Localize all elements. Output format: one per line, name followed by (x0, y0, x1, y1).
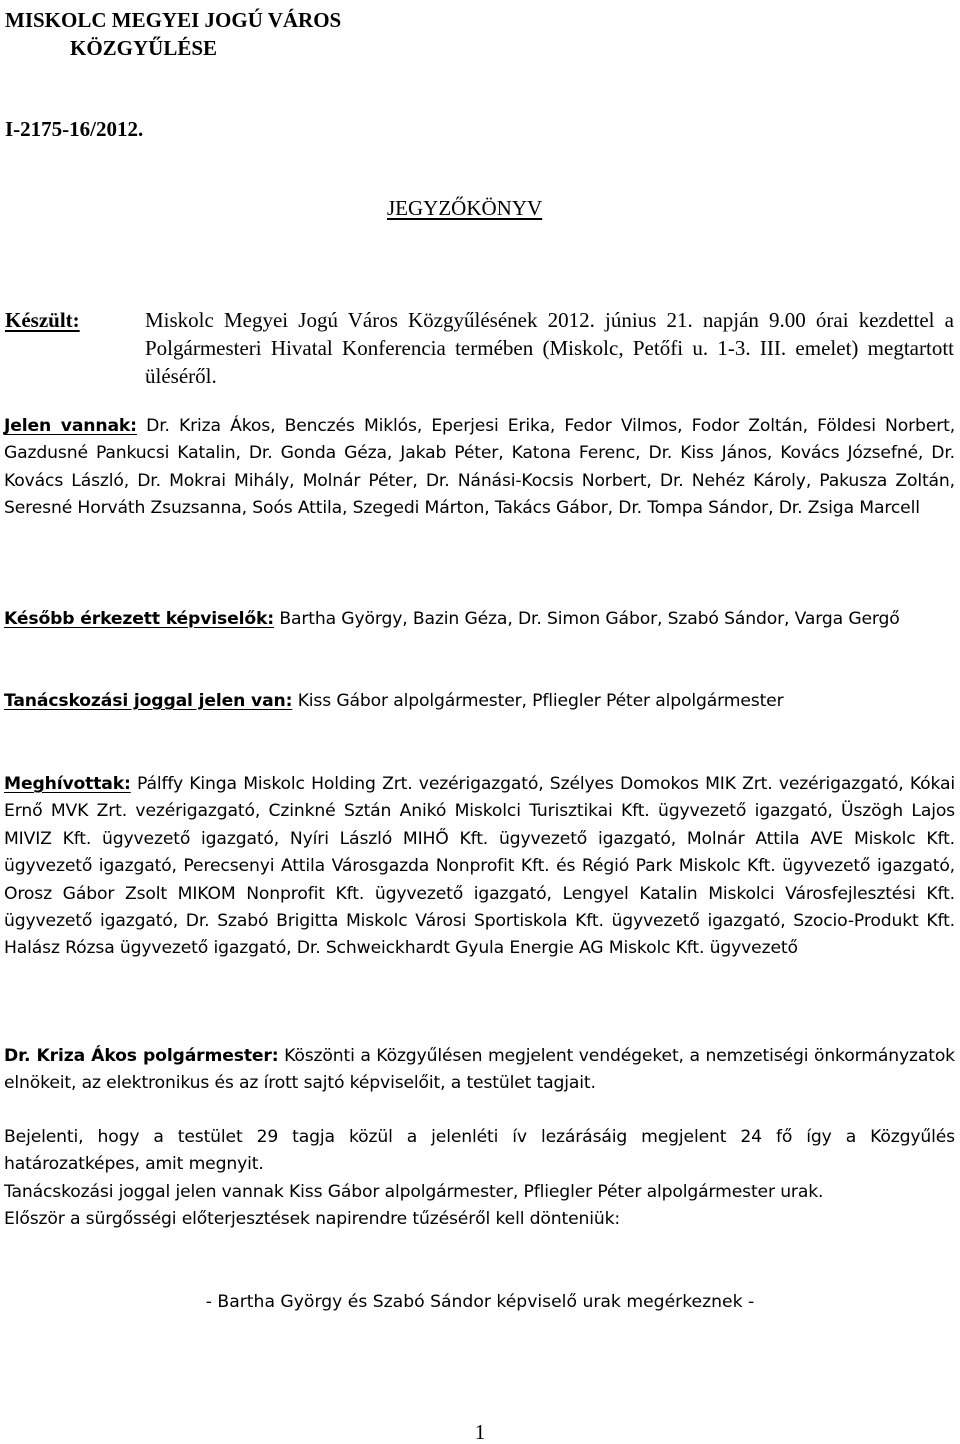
late-label: Később érkezett képviselők: (4, 609, 275, 629)
invited-paragraph (4, 771, 955, 963)
announcement-line2: Tanácskozási joggal jelen vannak Kiss Gábor alpolgármester, Pfliegler Péter alpolgármester urak. (4, 1181, 824, 1202)
invited-text: Pálffy Kinga Miskolc Holding Zrt. vezérigazgató, Szélyes Domokos MIK Zrt. vezérigazgató, Kókai Ernő MVK Zrt. vezérigazgató, Czinkné Sztán Anikó Miskolci Turisztikai Kft. ügyvezető igazgató, Üszögh Lajos MIVIZ Kft. ügyvezető igazgató, Nyíri László MIHŐ Kft. ügyvezető igazgató, Molnár Attila AVE Miskolc Kft. ügyvezető igazgató, Perecsenyi Attila Városgazda Nonprofit Kft. és Régió Park Miskolc Kft. ügyvezető igazgató, Orosz Gábor Zsolt MIKOM Nonprofit Kft. ügyvezető igazgató, Lengyel Katalin Miskolci Városfejlesztési Kft. ügyvezető igazgató, Dr. Szabó Brigitta Miskolc Városi Sportiskola Kft. ügyvezető igazgató, Szocio-Produkt Kft. Halász Rózsa ügyvezető igazgató, Dr. Schweickhardt Gyula Energie AG Miskolc Kft. ügyvezető (4, 774, 955, 959)
speaker-label: Dr. Kriza Ákos polgármester: (4, 1046, 279, 1066)
announcement-line1: Bejelenti, hogy a testület 29 tagja közül a jelenléti ív lezárásáig megjelent 24 fő így a Közgyűlés határozatképes, amit megnyit. (4, 1127, 955, 1175)
document-number: I-2175-16/2012. (5, 117, 144, 141)
speech-text: Köszönti a Közgyűlésen megjelent vendégeket, a nemzetiségi önkormányzatok elnökeit, az elektronikus és az írott sajtó képviselőit, a testület tagjait. (4, 1046, 955, 1094)
prepared-label: Készült: (5, 308, 80, 332)
arrival-note: - Bartha György és Szabó Sándor képviselő urak megérkeznek - (205, 1292, 755, 1312)
prepared-text: Miskolc Megyei Jogú Város Közgyűlésének 2012. június 21. napján 9.00 órai kezdettel a Polgármesteri Hivatal Konferencia termében (Miskolc, Petőfi u. 1-3. III. emelet) megtartott üléséről. (145, 308, 954, 388)
present-label: Jelen vannak: (4, 416, 137, 436)
document-title: JEGYZŐKÖNYV (387, 196, 543, 220)
present-members-paragraph (4, 413, 955, 523)
advisory-paragraph (4, 688, 955, 715)
org-name-line2: KÖZGYŰLÉSE (70, 36, 218, 60)
mayor-speech-paragraph (4, 1043, 955, 1098)
advisory-label: Tanácskozási joggal jelen van: (4, 691, 293, 711)
late-text: Bartha György, Bazin Géza, Dr. Simon Gábor, Szabó Sándor, Varga Gergő (279, 609, 900, 629)
invited-label: Meghívottak: (4, 774, 131, 794)
organization-name (5, 6, 341, 62)
org-name-line1: MISKOLC MEGYEI JOGÚ VÁROS (5, 8, 342, 32)
announcement-line3: Először a sürgősségi előterjesztések napirendre tűzéséről kell dönteniük: (4, 1209, 621, 1230)
advisory-text: Kiss Gábor alpolgármester, Pfliegler Péter alpolgármester (297, 691, 784, 711)
late-members-paragraph (4, 606, 955, 633)
present-text: Dr. Kriza Ákos, Benczés Miklós, Eperjesi Erika, Fedor Vilmos, Fodor Zoltán, Földesi Norbert, Gazdusné Pankucsi Katalin, Dr. Gonda Géza, Jakab Péter, Katona Ferenc, Dr. Kiss János, Kovács Józsefné, Dr. Kovács László, Dr. Mokrai Mihály, Molnár Péter, Dr. Nánási-Kocsis Norbert, Dr. Nehéz Károly, Pakusza Zoltán, Seresné Horváth Zsuzsanna, Soós Attila, Szegedi Márton, Takács Gábor, Dr. Tompa Sándor, Dr. Zsiga Marcell (4, 416, 956, 519)
announcement-paragraph (4, 1124, 955, 1234)
page-number: 1 (474, 1420, 486, 1444)
